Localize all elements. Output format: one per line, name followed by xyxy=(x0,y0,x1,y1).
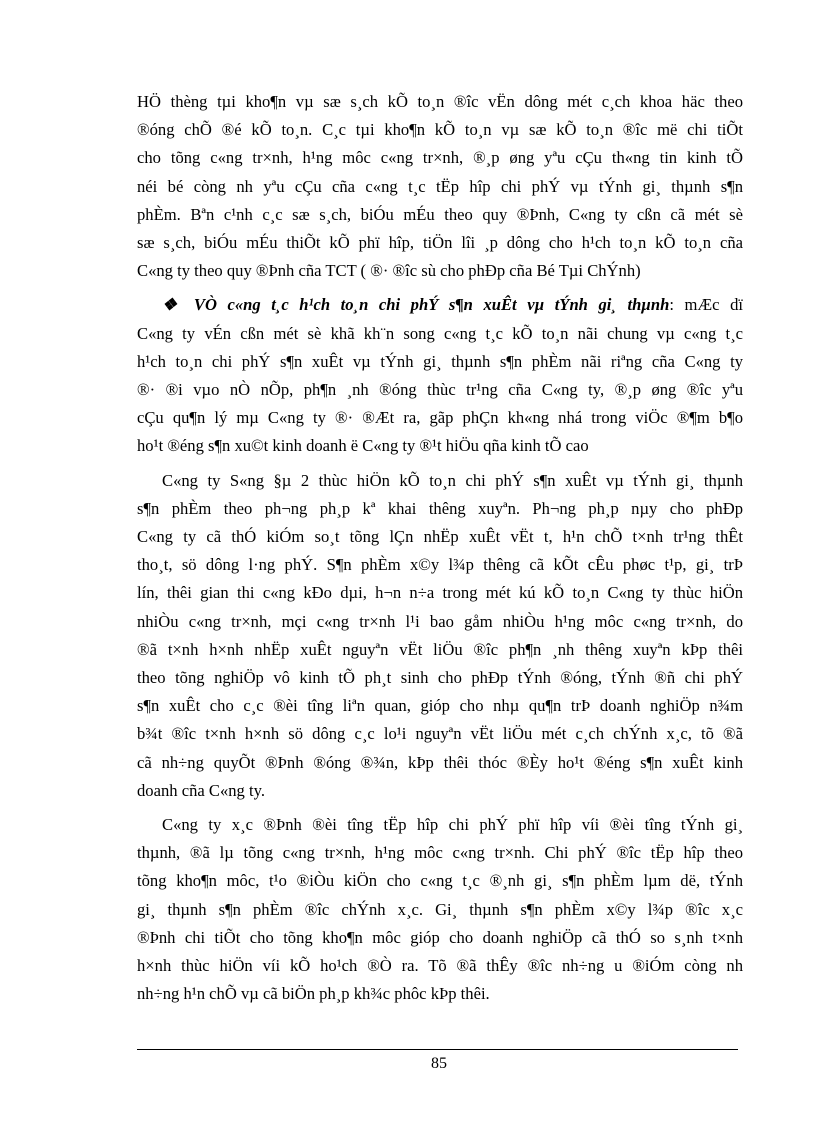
footer-divider xyxy=(137,1049,738,1050)
text-line: theo tõng nghiÖp vô kinh tÕ ph¸t sinh cho phÐp tÝnh ®óng, tÝnh ®ñ chi phÝ xyxy=(137,668,743,687)
text-line: h×nh thùc hiÖn víi kÕ ho¹ch ®Ò ra. Tõ ®ã thÊy ®îc nh÷ng u ®iÓm còng nh xyxy=(137,956,743,975)
text-line: ®ã t×nh h×nh nhËp xuÊt nguyªn vËt liÖu ®îc ph¶n ¸nh thêng xuyªn kÞp thêi xyxy=(137,640,743,659)
text-line: doanh cña C«ng ty. xyxy=(137,781,265,800)
text-line: ho¹t ®éng s¶n xu©t kinh doanh ë C«ng ty ®¹t hiÖu qña kinh tÕ cao xyxy=(137,436,589,455)
text-line: cÇu qu¶n lý mµ C«ng ty ®· ®Æt ra, gãp phÇn kh«ng nhá trong viÖc ®¶m b¶o xyxy=(137,408,743,427)
text-line: tho¸t, sö dông l·ng phÝ. S¶n phÈm x©y l¾p thêng cã kÕt cÊu phøc t¹p, gi¸ trÞ xyxy=(137,555,743,574)
text-line: C«ng ty theo quy ®Þnh cña TCT ( ®· ®îc sù cho phÐp cña Bé Tµi ChÝnh) xyxy=(137,261,641,280)
text-line: b¾t ®îc t×nh h×nh sö dông c¸c lo¹i nguyªn vËt liÖu mét c¸ch chÝnh x¸c, tõ ®ã xyxy=(137,724,743,743)
text-line: cho tõng c«ng tr×nh, h¹ng môc c«ng tr×nh, ®¸p øng yªu cÇu th«ng tin kinh tÕ xyxy=(137,148,743,167)
diamond-bullet-icon: ❖ xyxy=(162,295,184,314)
page-number: 85 xyxy=(431,1055,447,1072)
text-line: h¹ch to¸n chi phÝ s¶n xuÊt vµ tÝnh gi¸ thµnh s¶n phÈm nãi riªng cña C«ng ty xyxy=(137,352,743,371)
text-line: néi bé còng nh yªu cÇu cña c«ng t¸c tËp hîp chi phÝ vµ tÝnh gi¸ thµnh s¶n xyxy=(137,177,743,196)
text-line: ®· ®i vµo nÒ nÕp, ph¶n ¸nh ®óng thùc tr¹ng cña C«ng ty, ®¸p øng ®îc yªu xyxy=(137,380,743,399)
text-line: C«ng ty S«ng §µ 2 thùc hiÖn kÕ to¸n chi phÝ s¶n xuÊt vµ tÝnh gi¸ thµnh xyxy=(162,471,743,490)
text-line: lín, thêi gian thi c«ng kÐo dµi, h¬n n÷a trong mét kú kÕ to¸n C«ng ty thùc hiÖn xyxy=(137,583,743,602)
text-line: phÈm. Bªn c¹nh c¸c sæ s¸ch, biÓu mÉu theo quy ®Þnh, C«ng ty cßn cã mét sè xyxy=(137,205,743,224)
section-heading: VÒ c«ng t¸c h¹ch to¸n chi phÝ s¶n xuÊt vµ tÝnh gi¸ thµnh xyxy=(193,295,670,314)
text-line: s¶n phÈm theo ph¬ng ph¸p kª khai thêng xuyªn. Ph¬ng ph¸p nµy cho phÐp xyxy=(137,499,743,518)
text-line: ®Þnh chi tiÕt cho tõng kho¶n môc gióp cho doanh nghiÖp cã thÓ so s¸nh t×nh xyxy=(137,928,743,947)
text-line: C«ng ty x¸c ®Þnh ®èi tîng tËp hîp chi phÝ phï hîp víi ®èi tîng tÝnh gi¸ xyxy=(162,815,743,834)
text-line: tõng kho¶n môc, t¹o ®iÒu kiÖn cho c«ng t¸c ®¸nh gi¸ s¶n phÈm lµm dë, tÝnh xyxy=(137,871,743,890)
heading-continuation: : mÆc dï xyxy=(669,295,744,314)
section-heading-line xyxy=(162,295,743,315)
text-line: sæ s¸ch, biÓu mÉu thiÕt kÕ phï hîp, tiÖn lîi ¸p dông cho h¹ch to¸n kÕ to¸n cña xyxy=(137,233,743,252)
text-line: gi¸ thµnh s¶n phÈm ®îc chÝnh x¸c. Gi¸ thµnh s¶n phÈm x©y l¾p ®îc x¸c xyxy=(137,900,743,919)
text-line: nhiÒu c«ng tr×nh, mçi c«ng tr×nh l¹i bao gåm nhiÒu h¹ng môc c«ng tr×nh, do xyxy=(137,612,743,631)
text-line: cã nh÷ng quyÕt ®Þnh ®óng ®¾n, kÞp thêi thóc ®Èy ho¹t ®éng s¶n xuÊt kinh xyxy=(137,753,743,772)
text-line: nh÷ng h¹n chÕ vµ cã biÖn ph¸p kh¾c phôc kÞp thêi. xyxy=(137,984,490,1003)
text-line: s¶n xuÊt cho c¸c ®èi tîng liªn quan, gióp cho nhµ qu¶n trÞ doanh nghiÖp n¾m xyxy=(137,696,743,715)
text-line: thµnh, ®ã lµ tõng c«ng tr×nh, h¹ng môc c«ng tr×nh. Chi phÝ ®îc tËp hîp theo xyxy=(137,843,743,862)
text-line: C«ng ty vÉn cßn mét sè khã kh¨n song c«ng t¸c kÕ to¸n nãi chung vµ c«ng t¸c xyxy=(137,324,743,343)
text-line: ®óng chÕ ®é kÕ to¸n. C¸c tµi kho¶n kÕ to¸n vµ sæ kÕ to¸n ®îc më chi tiÕt xyxy=(137,120,743,139)
text-line: C«ng ty cã thÓ kiÓm so¸t tõng lÇn nhËp xuÊt vËt t, h¹n chÕ t×nh tr¹ng thÊt xyxy=(137,527,743,546)
text-line: HÖ thèng tµi kho¶n vµ sæ s¸ch kÕ to¸n ®îc vËn dông mét c¸ch khoa häc theo xyxy=(137,92,743,111)
